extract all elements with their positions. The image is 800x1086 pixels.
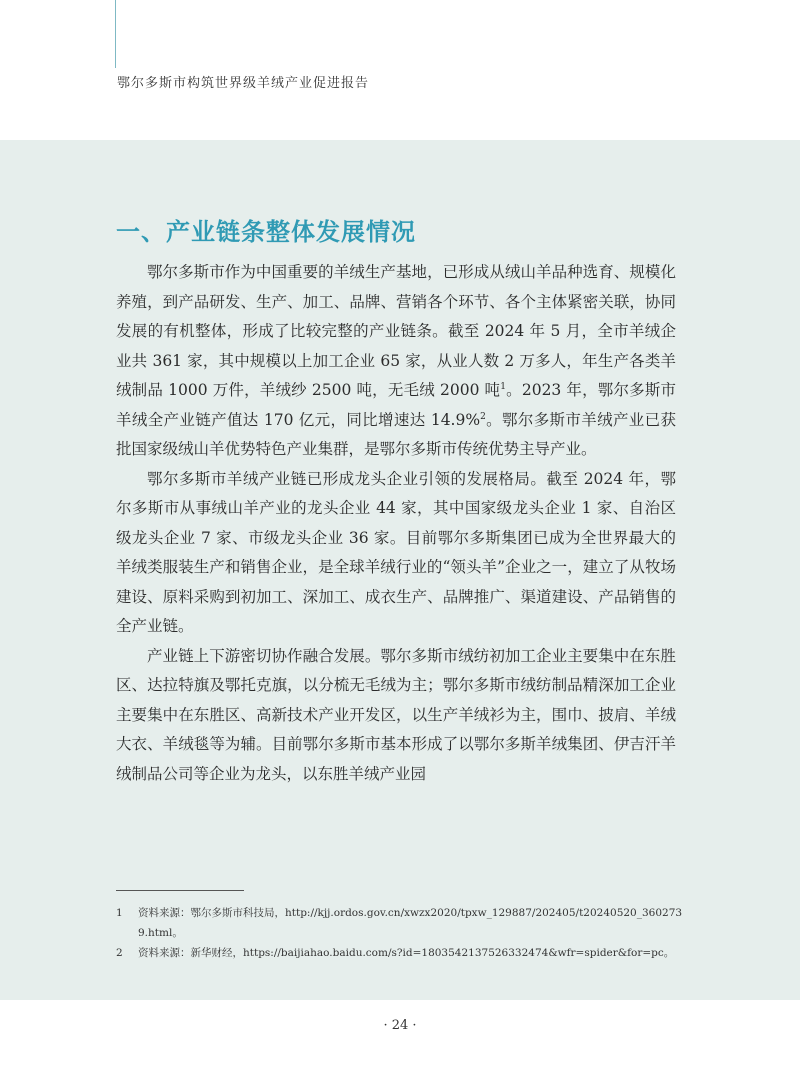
page-number: · 24 · (383, 1018, 417, 1033)
footnote-text[interactable]: 资料来源：新华财经，https://baijiahao.baidu.com/s?id=1803542137526332474&wfr=spider&for=pc。 (138, 947, 675, 959)
footnote-divider (116, 890, 244, 891)
footnote-number: 1 (116, 907, 123, 919)
paragraph-1 (116, 258, 676, 465)
header-rule (115, 0, 116, 68)
footnote-ref-1[interactable]: 1 (500, 381, 506, 392)
footnote-1 (116, 903, 686, 943)
body-text (116, 258, 676, 789)
footnote-2 (116, 943, 686, 963)
section-title: 一、产业链条整体发展情况 (116, 218, 416, 246)
paragraph-1-part-1: 鄂尔多斯市作为中国重要的羊绒生产基地，已形成从绒山羊品种选育、规模化养殖，到产品研发、生产、加工、品牌、营销各个环节、各个主体紧密关联，协同发展的有机整体，形成了比较完整的产业链条。截至 2024 年 5 月，全市羊绒企业共 361 家，其中规模以上加工企业 65 家，从业人数 2 万多人，年生产各类羊绒制品 1000 万件，羊绒纱 2500 吨，无毛绒 2000 吨 (116, 263, 676, 399)
paragraph-2: 鄂尔多斯市羊绒产业链已形成龙头企业引领的发展格局。截至 2024 年，鄂尔多斯市从事绒山羊产业的龙头企业 44 家，其中国家级龙头企业 1 家、自治区级龙头企业 7 家、市级龙头企业 36 家。目前鄂尔多斯集团已成为全世界最大的羊绒类服装生产和销售企业，是全球羊绒行业的“领头羊”企业之一，建立了从牧场建设、原料采购到初加工、深加工、成衣生产、品牌推广、渠道建设、产品销售的全产业链。 (116, 469, 676, 635)
footnote-text[interactable]: 资料来源：鄂尔多斯市科技局，http://kjj.ordos.gov.cn/xwzx2020/tpxw_129887/202405/t20240520_3602739.html。 (138, 907, 683, 939)
footnote-ref-2[interactable]: 2 (480, 411, 486, 422)
paragraph-1-part-3: 。鄂尔多斯市羊绒产业已获批国家级绒山羊优势特色产业集群，是鄂尔多斯市传统优势主导产业。 (116, 410, 676, 458)
footnote-number: 2 (116, 947, 123, 959)
paragraph-1-part-2: 。2023 年，鄂尔多斯市羊绒全产业链产值达 170 亿元，同比增速达 14.9% (116, 381, 677, 429)
paragraph-3: 产业链上下游密切协作融合发展。鄂尔多斯市绒纺初加工企业主要集中在东胜区、达拉特旗及鄂托克旗，以分梳无毛绒为主；鄂尔多斯市绒纺制品精深加工企业主要集中在东胜区、高新技术产业开发区，以生产羊绒衫为主，围巾、披肩、羊绒大衣、羊绒毯等为辅。目前鄂尔多斯市基本形成了以鄂尔多斯羊绒集团、伊吉汗羊绒制品公司等企业为龙头，以东胜羊绒产业园 (116, 646, 676, 783)
footnotes (116, 903, 686, 963)
running-header: 鄂尔多斯市构筑世界级羊绒产业促进报告 (117, 76, 370, 91)
